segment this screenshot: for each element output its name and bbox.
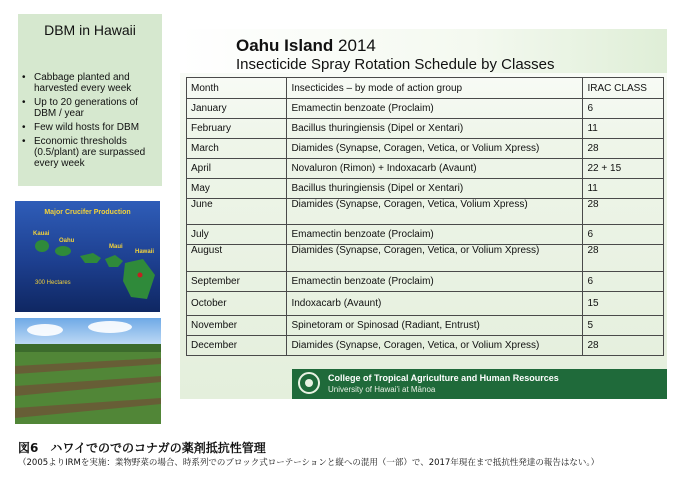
info-panel-title: DBM in Hawaii [44, 22, 136, 38]
cell-month: January [187, 99, 287, 119]
cell-month: February [187, 119, 287, 139]
rotation-schedule-table [186, 77, 664, 356]
info-bullet-list [22, 72, 162, 172]
label-kauai: Kauai [33, 231, 50, 237]
table-row [187, 225, 664, 245]
cell-insecticide: Emamectin benzoate (Proclaim) [287, 99, 583, 119]
label-oahu: Oahu [59, 238, 75, 244]
molokai-island [80, 253, 101, 263]
cell-month: April [187, 159, 287, 179]
cabbage-field-photo [15, 318, 161, 424]
cell-month: November [187, 316, 287, 336]
university-name: University of Hawai'i at Mānoa [328, 385, 436, 394]
hawaii-island [123, 259, 155, 299]
table-row [187, 179, 664, 199]
cell-month: May [187, 179, 287, 199]
cell-insecticide: Novaluron (Rimon) + Indoxacarb (Avaunt) [287, 159, 583, 179]
cell-month: March [187, 139, 287, 159]
cell-irac: 28 [583, 336, 664, 356]
info-bullet: • Cabbage planted and harvested every week [22, 72, 132, 94]
cell-irac: 22 + 15 [583, 159, 664, 179]
cell-month: September [187, 272, 287, 292]
table-row [187, 139, 664, 159]
cell-insecticide: Emamectin benzoate (Proclaim) [287, 272, 583, 292]
table-row [187, 316, 664, 336]
label-maui: Maui [109, 244, 123, 250]
table-header-row [187, 78, 664, 99]
cell-month: October [187, 292, 287, 316]
map-title: Major Crucifer Production [44, 209, 131, 216]
table-row [187, 99, 664, 119]
cell-irac: 28 [583, 245, 664, 272]
table-row [187, 119, 664, 139]
cell-irac: 11 [583, 119, 664, 139]
cell-insecticide: Spinetoram or Spinosad (Radiant, Entrust) [287, 316, 583, 336]
table-row [187, 336, 664, 356]
info-bullet: • Up to 20 generations of DBM / year [22, 97, 138, 119]
cell-month: June [187, 199, 287, 225]
info-bullet: • Few wild hosts for DBM [22, 122, 140, 133]
cell-irac: 6 [583, 99, 664, 119]
cell-insecticide: Bacillus thuringiensis (Dipel or Xentari) [287, 119, 583, 139]
cell-insecticide: Indoxacarb (Avaunt) [287, 292, 583, 316]
crucifer-production-map [15, 201, 160, 312]
cell-insecticide: Emamectin benzoate (Proclaim) [287, 225, 583, 245]
header-month: Month [187, 78, 287, 99]
cell-insecticide: Diamides (Synapse, Coragen, Vetica, Volium Xpress) [287, 199, 583, 225]
cell-month: July [187, 225, 287, 245]
table-row [187, 199, 664, 225]
cell-irac: 11 [583, 179, 664, 199]
hectares-label: 300 Hectares [35, 280, 71, 286]
cell-irac: 5 [583, 316, 664, 336]
info-bullet: • Economic thresholds (0.5/plant) are surpassed every week [22, 136, 146, 169]
label-hawaii: Hawaii [135, 249, 155, 255]
cell-month: August [187, 245, 287, 272]
cell-month: December [187, 336, 287, 356]
cell-irac: 15 [583, 292, 664, 316]
cell-insecticide: Diamides (Synapse, Coragen, Vetica, or Volium Xpress) [287, 336, 583, 356]
cell-irac: 6 [583, 225, 664, 245]
figure-caption-title: 図6 ハワイでのでのコナガの薬剤抵抗性管理 [18, 441, 266, 455]
cell-irac: 28 [583, 199, 664, 225]
table-row [187, 272, 664, 292]
kauai-island [35, 240, 49, 252]
cell-irac: 28 [583, 139, 664, 159]
cell-insecticide: Diamides (Synapse, Coragen, Vetica, or Volium Xpress) [287, 139, 583, 159]
maui-island [105, 255, 123, 267]
cell-insecticide: Diamides (Synapse, Coragen, Vetica, or Volium Xpress) [287, 245, 583, 272]
field-photo-drawing [15, 318, 161, 424]
spray-schedule-slide [180, 29, 667, 399]
islands-drawing [15, 201, 160, 312]
university-seal-icon [298, 372, 320, 394]
college-footer-bar [292, 369, 667, 399]
header-insecticides: Insecticides – by mode of action group [287, 78, 583, 99]
oahu-island [55, 246, 71, 256]
header-irac-class: IRAC CLASS [583, 78, 664, 99]
cell-insecticide: Bacillus thuringiensis (Dipel or Xentari) [287, 179, 583, 199]
table-row [187, 292, 664, 316]
cell-irac: 6 [583, 272, 664, 292]
figure-caption-note: （2005よりIRMを実施：業物野菜の場合、時系列でのブロック式ローテーションと縦への混用（一部）で、2017年現在まで抵抗性発達の報告はない。） [18, 458, 600, 468]
production-marker [138, 273, 143, 278]
slide-title-year: 2014 [338, 36, 376, 55]
table-row [187, 245, 664, 272]
info-panel [18, 14, 162, 186]
college-name: College of Tropical Agriculture and Human Resources [328, 373, 559, 383]
slide-title [236, 36, 376, 56]
slide-title-island: Oahu Island [236, 36, 334, 55]
table-row [187, 159, 664, 179]
slide-subtitle: Insecticide Spray Rotation Schedule by Classes [236, 56, 555, 73]
